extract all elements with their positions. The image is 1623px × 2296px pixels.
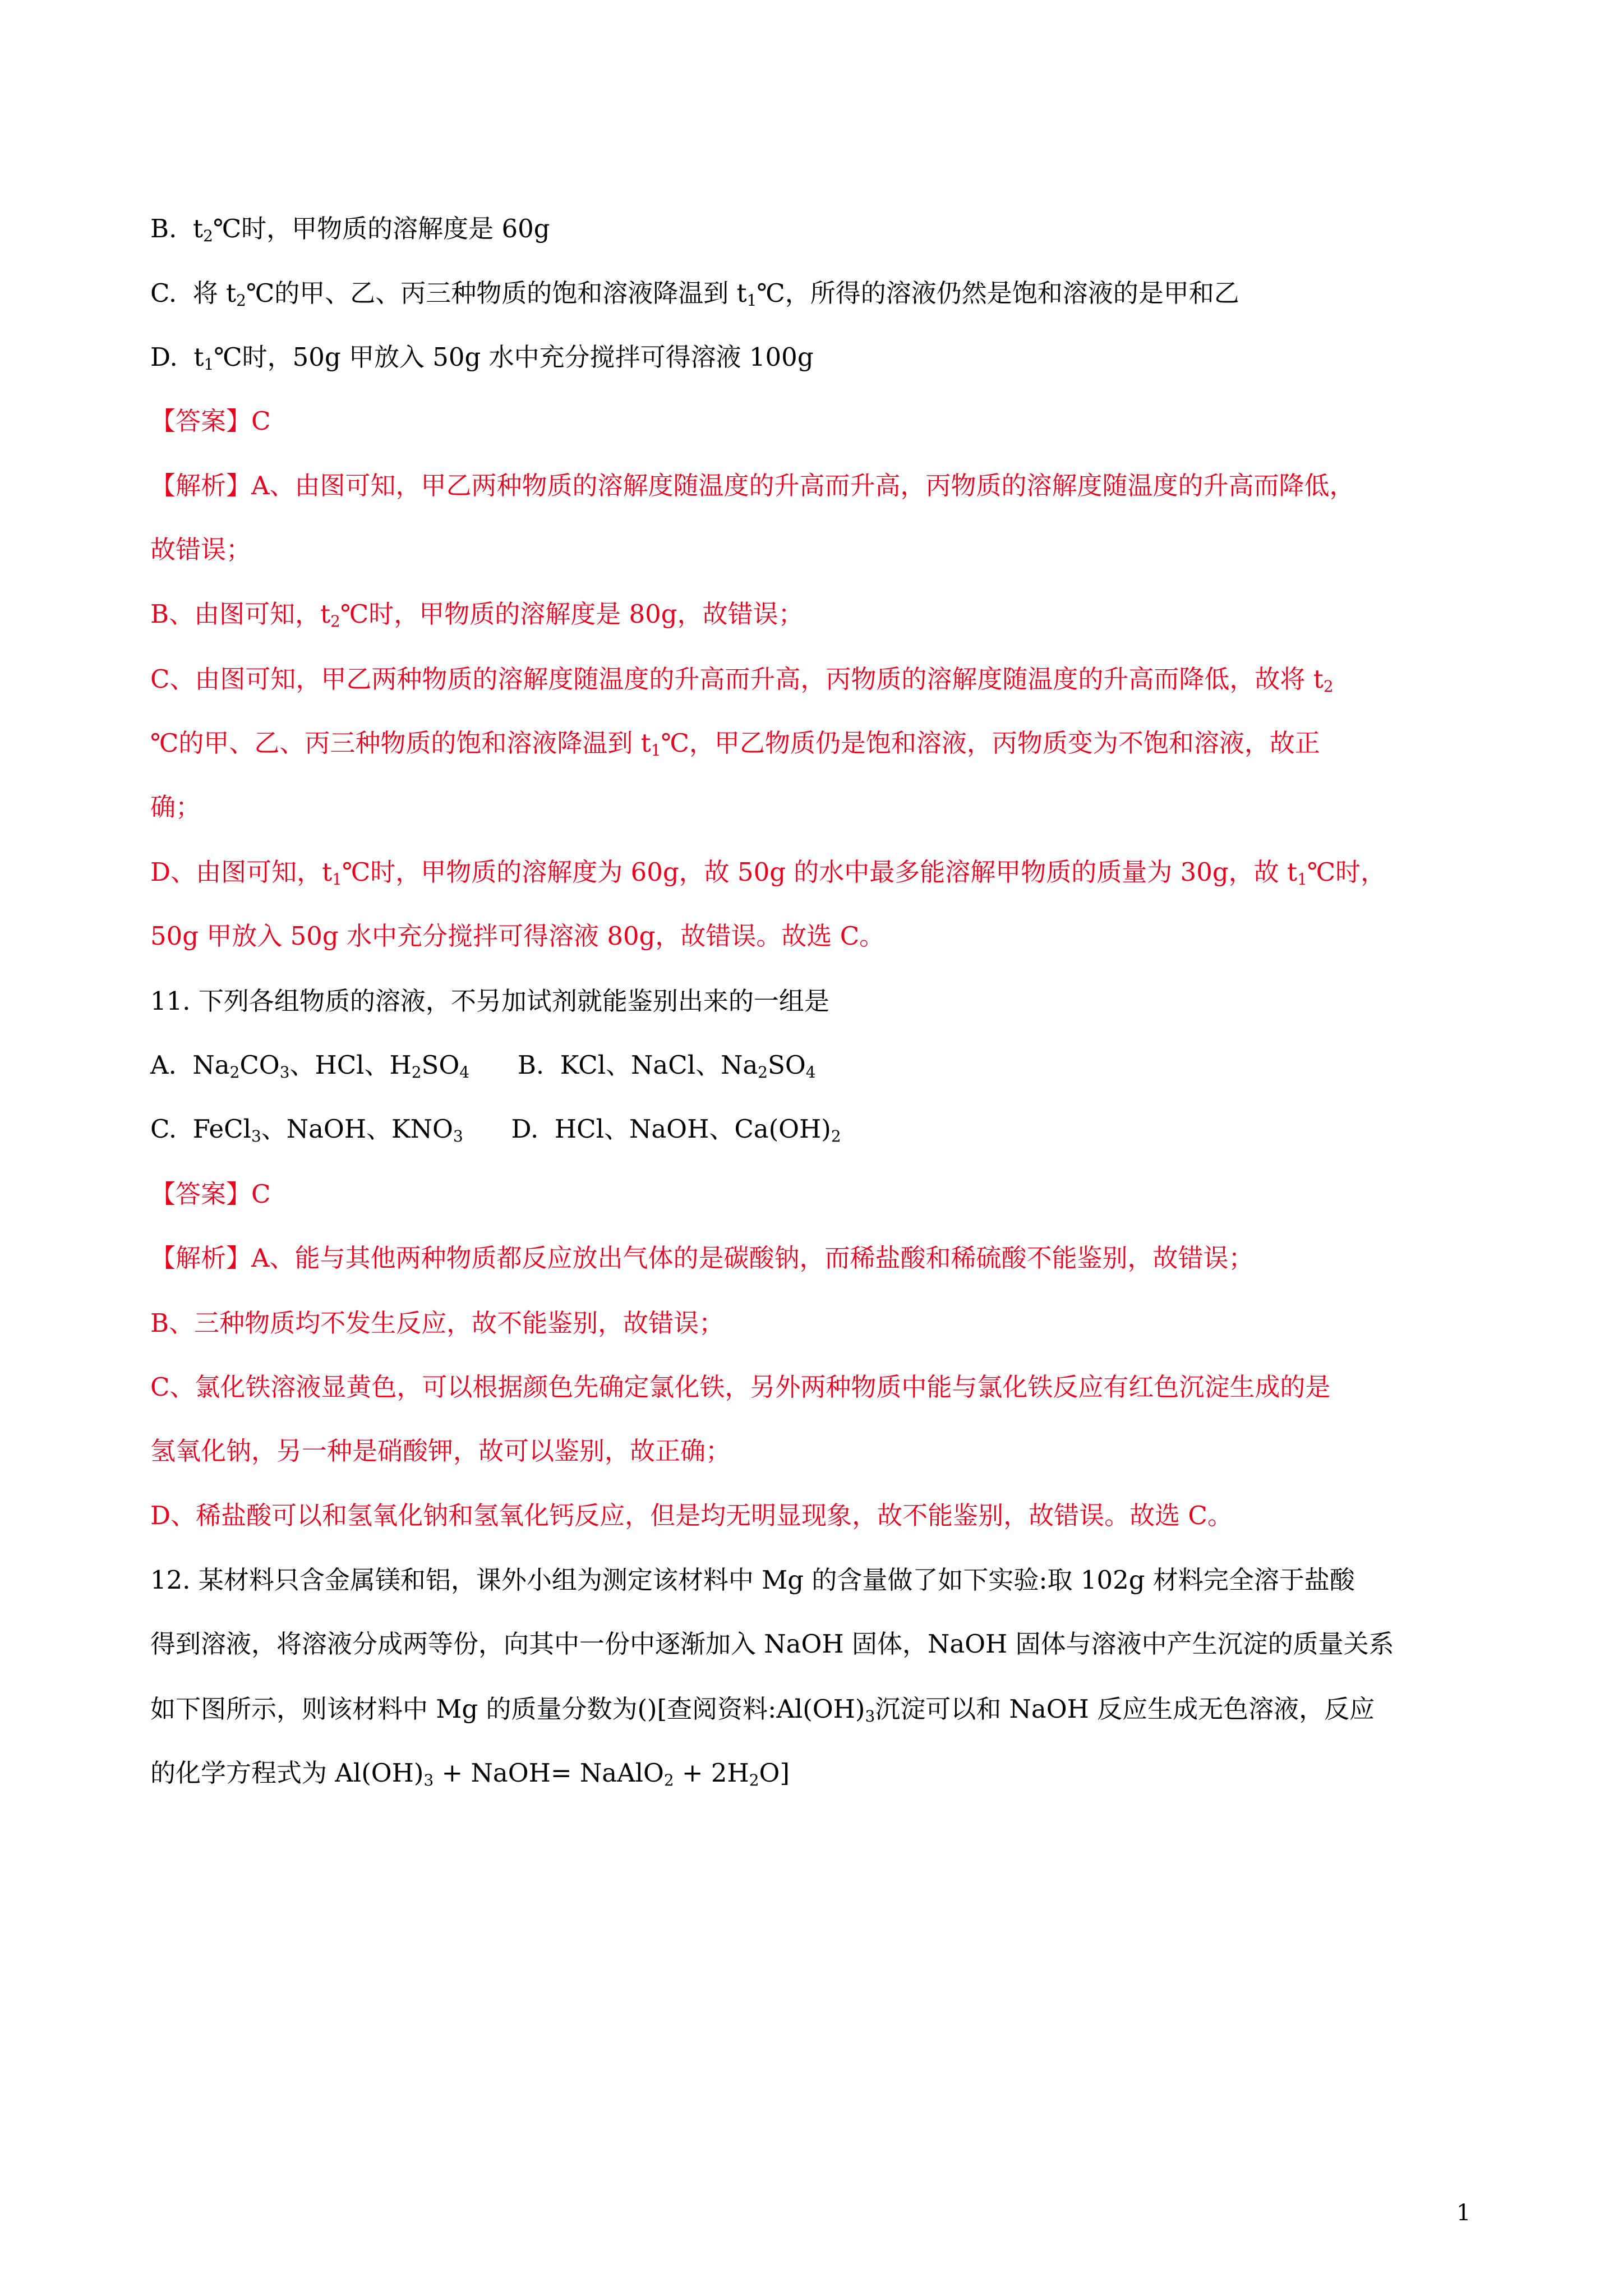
q11-analysis-line: D、稀盐酸可以和氢氧化钠和氢氧化钙反应，但是均无明显现象，故不能鉴别，故错误。故选 C。 [150,1501,1233,1530]
q11-options-cd: C. FeCl$_3$、NaOH、$KNO_3$ D. HCl、NaOH、$Ca(OH)_2$ [150,1114,841,1145]
q12-stem-line: 得到溶液，将溶液分成两等份，向其中一份中逐渐加入 NaOH 固体，NaOH 固体与溶液中产生沉淀的质量关系 [150,1629,1394,1659]
q11-analysis-line: 氢氧化钠，另一种是硝酸钾，故可以鉴别，故正确； [150,1436,731,1466]
q10-analysis-line: C、由图可知，甲乙两种物质的溶解度随温度的升高而升高，丙物质的溶解度随温度的升高而降低，故将 $t_2$ [150,664,1334,696]
q10-analysis-line: B、由图可知，$t_2℃$时，甲物质的溶解度是 80g，故错误； [150,599,804,631]
q11-analysis-line: 【解析】A、能与其他两种物质都反应放出气体的是碳酸钠，而稀盐酸和稀硫酸不能鉴别，故错误； [150,1243,1254,1273]
q10-option-b: B. $t_2℃$时，甲物质的溶解度是 60g [150,214,550,245]
q10-analysis-line: 【解析】A、由图可知，甲乙两种物质的溶解度随温度的升高而升高，丙物质的溶解度随温度的升高而降低， [150,471,1355,500]
q10-option-d: D. $t_1℃$时，50g 甲放入 50g 水中充分搅拌可得溶液 100g [150,342,814,374]
q11-stem: 11. 下列各组物质的溶液，不另加试剂就能鉴别出来的一组是 [150,986,829,1016]
q11-options-ab: A. $Na_2CO_3$、HCl、$H_2SO_4$ B. KCl、NaCl、$Na_2SO_4$ [150,1050,816,1082]
q10-analysis-line: 确； [150,792,201,822]
q12-stem-line: 如下图所示，则该材料中 Mg 的质量分数为()[查阅资料$:Al(OH)_3$沉淀可以和 NaOH 反应生成无色溶液，反应 [150,1694,1375,1726]
q11-analysis-line: C、氯化铁溶液显黄色，可以根据颜色先确定氯化铁，另外两种物质中能与氯化铁反应有红色沉淀生成的是 [150,1372,1331,1402]
q11-answer: 【答案】C [150,1179,271,1209]
q12-stem-line: 12. 某材料只含金属镁和铝，课外小组为测定该材料中 Mg 的含量做了如下实验:取 102g 材料完全溶于盐酸 [150,1565,1355,1595]
q10-analysis-line: D、由图可知，$t_1℃$时，甲物质的溶解度为 60g，故 50g 的水中最多能溶解甲物质的质量为 30g，故 $t_1℃$时， [150,857,1386,889]
q10-analysis-line: 故错误； [150,535,252,564]
q10-analysis-line: ℃的甲、乙、丙三种物质的饱和溶液降温到 $t_1℃$，甲乙物质仍是饱和溶液，丙物质变为不饱和溶液，故正 [150,728,1320,760]
q10-option-c: C. 将 $t_2℃$的甲、乙、丙三种物质的饱和溶液降温到 $t_1℃$，所得的溶液仍然是饱和溶液的是甲和乙 [150,278,1239,310]
q12-stem-line: 的化学方程式为 $Al(OH)_3$ + NaOH= NaAlO$_2$ + $2H_2O$] [150,1758,790,1789]
page-number: 1 [1456,2200,1471,2226]
q10-analysis-line: 50g 甲放入 50g 水中充分搅拌可得溶液 80g，故错误。故选 C。 [150,921,885,951]
q11-analysis-line: B、三种物质均不发生反应，故不能鉴别，故错误； [150,1308,725,1338]
q10-answer: 【答案】C [150,406,271,436]
